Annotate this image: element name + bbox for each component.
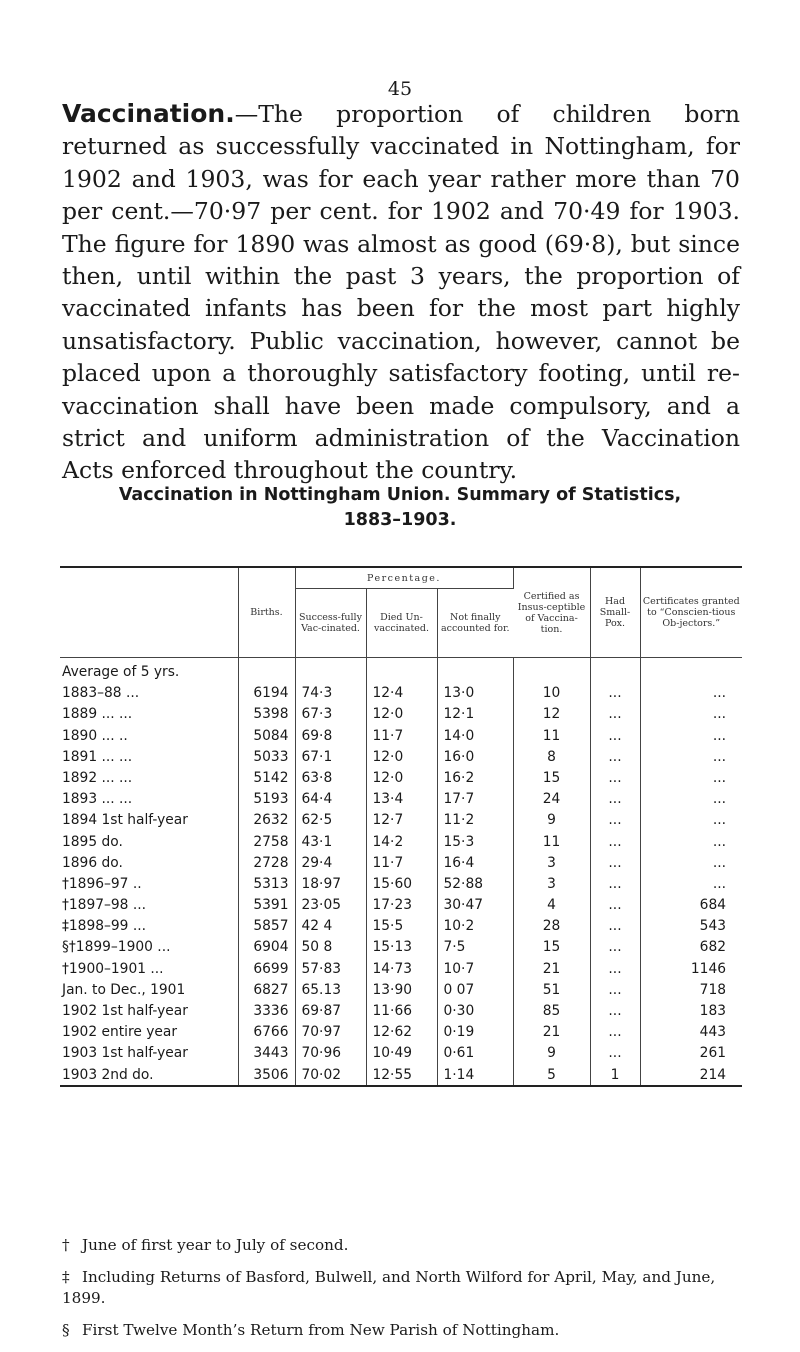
row-smallpox: ...	[590, 852, 640, 873]
row-period: 1891 ... ...	[60, 746, 238, 767]
header-percentage: Percentage.	[295, 567, 513, 589]
row-not-accounted: 30·47	[437, 894, 513, 915]
row-certificates: 261	[699, 1045, 727, 1062]
row-certified: 85	[513, 1000, 590, 1021]
row-died: 12·7	[366, 809, 437, 830]
row-births: 5084	[238, 724, 295, 745]
table-row	[60, 915, 742, 936]
row-success: 62·5	[295, 809, 366, 830]
row-births: 6827	[238, 979, 295, 1000]
row-births: 2758	[238, 830, 295, 851]
row-certificates: ...	[712, 875, 727, 892]
table-row	[60, 746, 742, 767]
row-died: 12·0	[366, 703, 437, 724]
row-period: †1897–98 ...	[60, 894, 238, 915]
table-row	[60, 724, 742, 745]
row-died: 14·2	[366, 830, 437, 851]
row-smallpox: ...	[590, 894, 640, 915]
table-row	[60, 936, 742, 957]
row-births: 6699	[238, 957, 295, 978]
row-smallpox: ...	[590, 957, 640, 978]
row-certificates: ...	[712, 727, 727, 744]
table-title	[0, 483, 800, 533]
row-smallpox: ...	[590, 830, 640, 851]
table-title-line-2: 1883–1903.	[343, 510, 457, 530]
row-died: 13·90	[366, 979, 437, 1000]
row-died: 15·5	[366, 915, 437, 936]
row-certified: 8	[513, 746, 590, 767]
table-row	[60, 1063, 742, 1085]
header-certificates: Certificates granted to “Conscien-tious Ob-jectors.”	[642, 596, 740, 629]
row-certificates: ...	[712, 685, 727, 702]
row-died: 15·13	[366, 936, 437, 957]
row-not-accounted: 16·0	[437, 746, 513, 767]
table-row	[60, 809, 742, 830]
row-certified: 28	[513, 915, 590, 936]
table-row	[60, 873, 742, 894]
row-success: 63·8	[295, 767, 366, 788]
header-period	[60, 567, 238, 658]
header-smallpox: Had Small-Pox.	[590, 567, 640, 658]
row-died: 14·73	[366, 957, 437, 978]
section-lead: Vaccination.	[62, 99, 235, 128]
row-not-accounted: 14·0	[437, 724, 513, 745]
row-certificates: ...	[712, 769, 727, 786]
table-row	[60, 852, 742, 873]
header-births: Births.	[238, 567, 295, 658]
row-not-accounted: 0·19	[437, 1021, 513, 1042]
row-not-accounted: 15·3	[437, 830, 513, 851]
row-success: 65.13	[295, 979, 366, 1000]
row-births: 6194	[238, 682, 295, 703]
row-smallpox: ...	[590, 1000, 640, 1021]
footnotes	[62, 1235, 742, 1352]
row-smallpox: ...	[590, 809, 640, 830]
row-success: 67·3	[295, 703, 366, 724]
row-smallpox: ...	[590, 724, 640, 745]
row-smallpox: ...	[590, 788, 640, 809]
table-row	[60, 788, 742, 809]
row-died: 17·23	[366, 894, 437, 915]
row-period: 1890 ... ..	[60, 724, 238, 745]
row-smallpox: ...	[590, 703, 640, 724]
row-certified: 3	[513, 852, 590, 873]
row-died: 12·62	[366, 1021, 437, 1042]
table-row	[60, 1021, 742, 1042]
row-certified: 51	[513, 979, 590, 1000]
row-certificates: ...	[712, 854, 727, 871]
row-success: 64·4	[295, 788, 366, 809]
row-certified: 24	[513, 788, 590, 809]
row-smallpox: ...	[590, 682, 640, 703]
footnote-text: Including Returns of Basford, Bulwell, and North Wilford for April, May, and June, 1899.	[62, 1268, 716, 1307]
row-smallpox: ...	[590, 873, 640, 894]
row-period: †1900–1901 ...	[60, 957, 238, 978]
header-died: Died Un-vaccinated.	[366, 589, 437, 658]
row-not-accounted: 0·61	[437, 1042, 513, 1063]
row-not-accounted: 0 07	[437, 979, 513, 1000]
row-period: 1892 ... ...	[60, 767, 238, 788]
row-smallpox: ...	[590, 1042, 640, 1063]
row-certificates: ...	[712, 706, 727, 723]
row-died: 12·0	[366, 767, 437, 788]
row-certified: 3	[513, 873, 590, 894]
row-births: 6766	[238, 1021, 295, 1042]
row-success: 74·3	[295, 682, 366, 703]
table-row	[60, 1042, 742, 1063]
table-row	[60, 1000, 742, 1021]
row-success: 43·1	[295, 830, 366, 851]
row-success: 50 8	[295, 936, 366, 957]
table-row	[60, 894, 742, 915]
row-certified: 15	[513, 936, 590, 957]
row-births: 5391	[238, 894, 295, 915]
row-births: 3506	[238, 1063, 295, 1085]
row-success: 23·05	[295, 894, 366, 915]
table-row	[60, 830, 742, 851]
row-smallpox: ...	[590, 746, 640, 767]
row-not-accounted: 7·5	[437, 936, 513, 957]
row-certificates: 718	[699, 981, 727, 998]
row-not-accounted: 0·30	[437, 1000, 513, 1021]
row-not-accounted: 12·1	[437, 703, 513, 724]
row-births: 5193	[238, 788, 295, 809]
row-period: Jan. to Dec., 1901	[60, 979, 238, 1000]
row-certified: 15	[513, 767, 590, 788]
table-row	[60, 703, 742, 724]
row-certificates: 543	[699, 918, 727, 935]
row-certificates: 684	[699, 897, 727, 914]
row-certified: 21	[513, 1021, 590, 1042]
header-certified: Certified as Insus-ceptible of Vaccina-tion.	[513, 567, 590, 658]
row-died: 12·4	[366, 682, 437, 703]
header-not-accounted: Not finally accounted for.	[440, 612, 510, 634]
row-period: 1902 entire year	[60, 1021, 238, 1042]
row-births: 2632	[238, 809, 295, 830]
paragraph-text: —The proportion of children born returned as successfully vaccinated in Nottingham, for 1902 and 1903, was for each year rather more than 70 per cent.—70·97 per cent. for 1902 and 70·49 for 1903. The figure for 1890 was almost as good (69·8), but since then, until within the past 3 years, the proportion of vaccinated infants has been for the most part highly unsatisfactory. Public vaccination, however, cannot be placed upon a thoroughly satisfactory footing, until re-vaccination shall have been made compulsory, and a strict and uniform administration of the Vaccination Acts enforced throughout the country.	[62, 100, 740, 485]
row-births: 3443	[238, 1042, 295, 1063]
row-died: 13·4	[366, 788, 437, 809]
row-certified: 9	[513, 809, 590, 830]
row-smallpox: ...	[590, 979, 640, 1000]
row-success: 70·02	[295, 1063, 366, 1085]
row-certificates: 1146	[690, 960, 727, 977]
row-died: 15·60	[366, 873, 437, 894]
row-died: 12·55	[366, 1063, 437, 1085]
row-period: 1896 do.	[60, 852, 238, 873]
row-births: 2728	[238, 852, 295, 873]
vaccination-paragraph	[62, 98, 740, 487]
row-certificates: ...	[712, 791, 727, 808]
row-not-accounted: 10·7	[437, 957, 513, 978]
row-not-accounted: 16·2	[437, 767, 513, 788]
row-died: 12·0	[366, 746, 437, 767]
row-not-accounted: 1·14	[437, 1063, 513, 1085]
row-smallpox: ...	[590, 915, 640, 936]
row-died: 11·7	[366, 852, 437, 873]
row-died: 11·66	[366, 1000, 437, 1021]
table-row	[60, 979, 742, 1000]
footnote-dagger	[62, 1235, 742, 1256]
row-smallpox: ...	[590, 1021, 640, 1042]
row-period: 1889 ... ...	[60, 703, 238, 724]
row-births: 3336	[238, 1000, 295, 1021]
row-success: 70·96	[295, 1042, 366, 1063]
row-period: 1883–88 ...	[60, 682, 238, 703]
row-certified: 4	[513, 894, 590, 915]
subheading-average: Average of 5 yrs.	[60, 658, 238, 683]
row-not-accounted: 17·7	[437, 788, 513, 809]
table-title-line-1: Vaccination in Nottingham Union. Summary of Statistics,	[118, 485, 682, 505]
row-certified: 11	[513, 724, 590, 745]
row-success: 42 4	[295, 915, 366, 936]
vaccination-statistics-table	[60, 566, 742, 1087]
row-births: 5398	[238, 703, 295, 724]
row-period: §†1899–1900 ...	[60, 936, 238, 957]
row-certificates: 183	[699, 1003, 727, 1019]
row-births: 5313	[238, 873, 295, 894]
row-period: 1903 1st half-year	[60, 1042, 238, 1063]
row-period: 1895 do.	[60, 830, 238, 851]
page-number: 45	[387, 78, 413, 100]
table-row	[60, 957, 742, 978]
table-row	[60, 682, 742, 703]
row-smallpox: ...	[590, 767, 640, 788]
row-success: 67·1	[295, 746, 366, 767]
header-success: Success-fully Vac-cinated.	[295, 589, 366, 658]
row-births: 5142	[238, 767, 295, 788]
row-period: 1894 1st half-year	[60, 809, 238, 830]
footnote-text: First Twelve Month’s Return from New Parish of Nottingham.	[82, 1321, 560, 1339]
row-births: 5857	[238, 915, 295, 936]
row-certificates: ...	[712, 812, 727, 829]
row-not-accounted: 13·0	[437, 682, 513, 703]
row-certified: 12	[513, 703, 590, 724]
row-certified: 9	[513, 1042, 590, 1063]
row-success: 57·83	[295, 957, 366, 978]
row-success: 70·97	[295, 1021, 366, 1042]
row-not-accounted: 10·2	[437, 915, 513, 936]
row-not-accounted: 11·2	[437, 809, 513, 830]
row-died: 10·49	[366, 1042, 437, 1063]
row-certificates: ...	[712, 748, 727, 765]
table-subheading-row	[60, 658, 742, 683]
row-not-accounted: 16·4	[437, 852, 513, 873]
footnote-symbol: †	[62, 1236, 70, 1254]
row-success: 69·8	[295, 724, 366, 745]
row-period: 1903 2nd do.	[60, 1063, 238, 1085]
row-certified: 11	[513, 830, 590, 851]
row-certificates: 443	[699, 1024, 727, 1041]
row-period: 1902 1st half-year	[60, 1000, 238, 1021]
row-smallpox: 1	[590, 1063, 640, 1085]
table-row	[60, 767, 742, 788]
row-died: 11·7	[366, 724, 437, 745]
footnote-text: June of first year to July of second.	[82, 1236, 349, 1254]
footnote-section	[62, 1320, 742, 1341]
row-not-accounted: 52·88	[437, 873, 513, 894]
row-period: ‡1898–99 ...	[60, 915, 238, 936]
row-smallpox: ...	[590, 936, 640, 957]
row-births: 6904	[238, 936, 295, 957]
row-certificates: ...	[712, 833, 727, 850]
row-certified: 10	[513, 682, 590, 703]
row-certificates: 214	[699, 1066, 727, 1083]
footnote-symbol: §	[62, 1321, 70, 1339]
footnote-symbol: ‡	[62, 1268, 70, 1286]
row-certificates: 682	[699, 939, 727, 956]
footnote-double-dagger	[62, 1267, 742, 1309]
row-period: 1893 ... ...	[60, 788, 238, 809]
row-certified: 5	[513, 1063, 590, 1085]
row-success: 69·87	[295, 1000, 366, 1021]
row-births: 5033	[238, 746, 295, 767]
row-certified: 21	[513, 957, 590, 978]
row-period: †1896–97 ..	[60, 873, 238, 894]
row-success: 29·4	[295, 852, 366, 873]
row-success: 18·97	[295, 873, 366, 894]
